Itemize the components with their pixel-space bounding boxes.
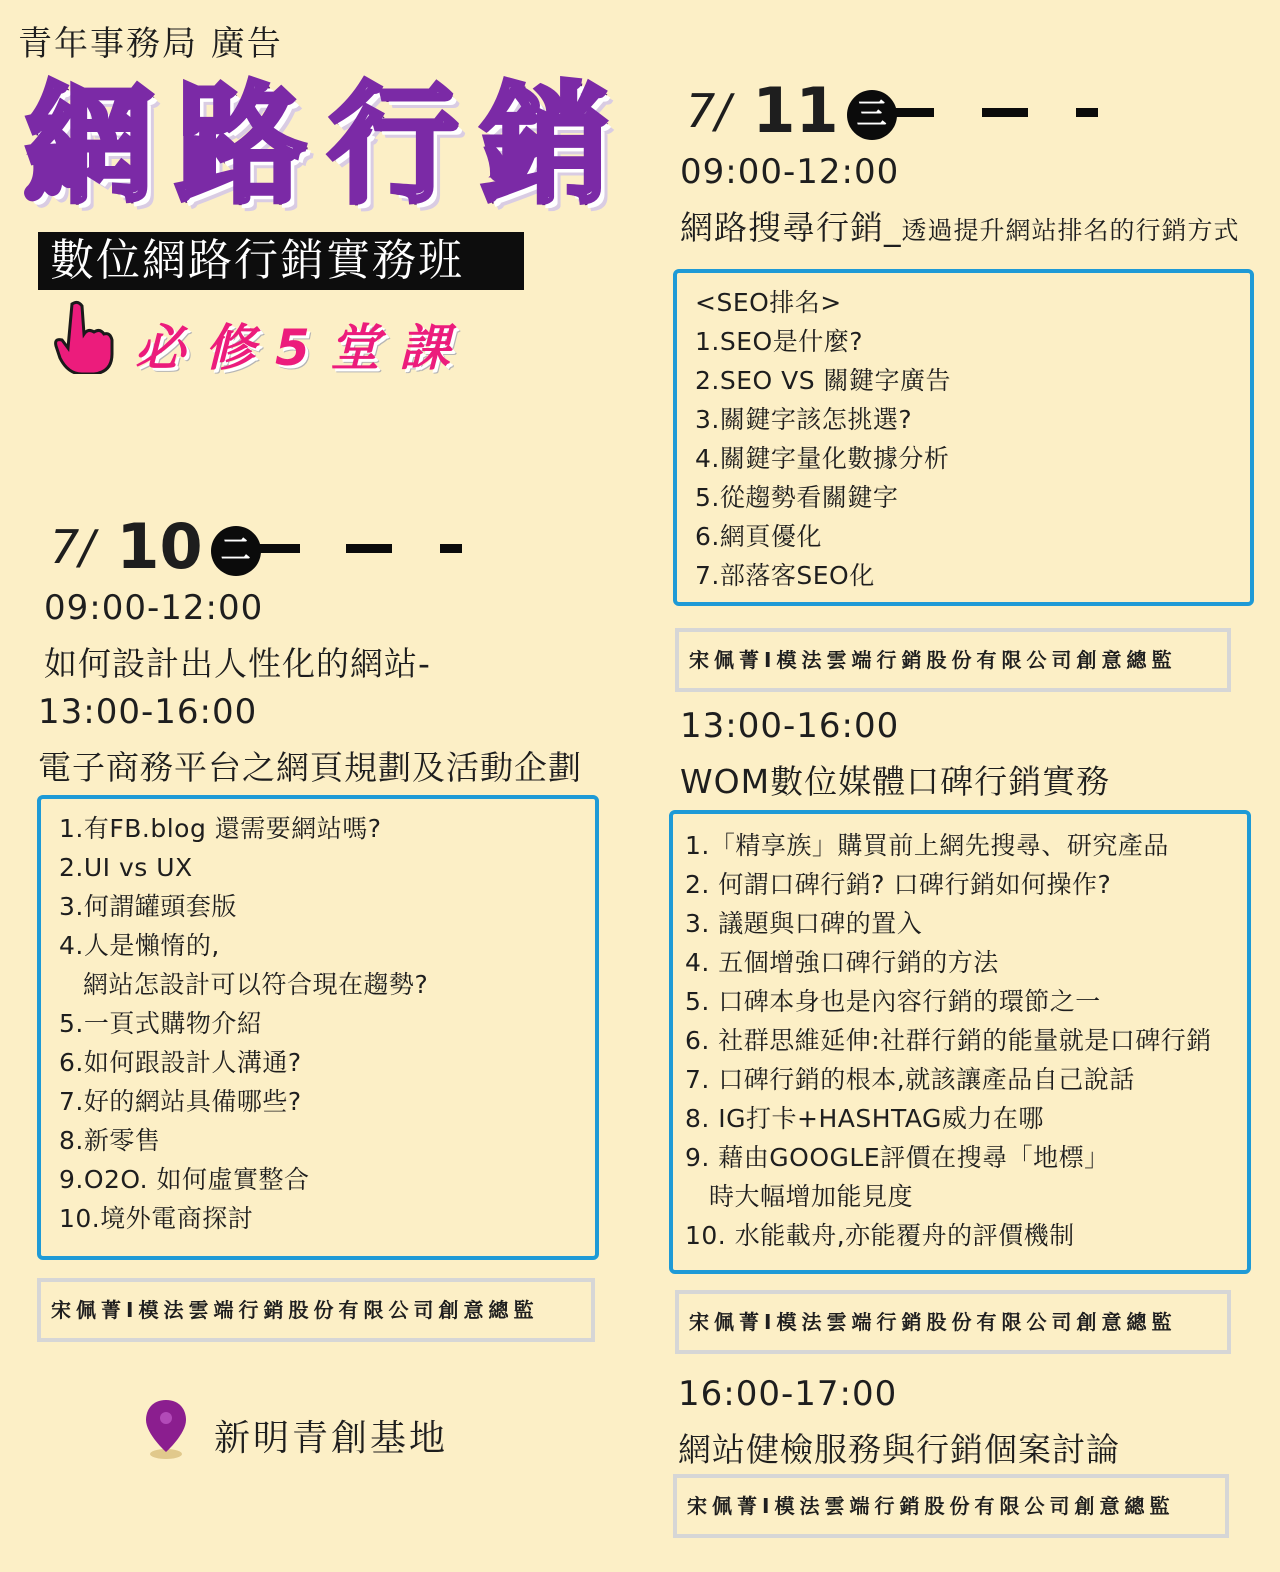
day2-instructor-credit-3: 宋佩菁I模法雲端行銷股份有限公司創意總監	[673, 1474, 1229, 1538]
pointing-hand-icon	[54, 300, 114, 374]
list-item: 時大幅增加能見度	[709, 1182, 914, 1211]
day1-date-slash: /	[79, 520, 95, 574]
list-item: 3. 議題與口碑的置入	[685, 909, 923, 938]
day1-dash	[440, 544, 462, 553]
list-item: 2. 何謂口碑行銷? 口碑行銷如何操作?	[685, 870, 1112, 899]
poster-title: 網路行銷	[24, 69, 633, 221]
list-item: 7.好的網站具備哪些?	[59, 1087, 302, 1116]
venue-name: 新明青創基地	[214, 1418, 449, 1459]
day2-instructor-credit-2: 宋佩菁I模法雲端行銷股份有限公司創意總監	[675, 1290, 1231, 1354]
list-item: 7.部落客SEO化	[695, 561, 875, 590]
day2-date	[686, 76, 897, 146]
list-item: 1.「精享族」購買前上網先搜尋、研究產品	[685, 831, 1169, 860]
list-item: 網站怎設計可以符合現在趨勢?	[83, 970, 429, 999]
list-item: 1.有FB.blog 還需要網站嗎?	[59, 814, 382, 843]
day2-dash	[1076, 108, 1098, 117]
day1-dash	[254, 544, 300, 553]
list-item: 7. 口碑行銷的根本,就該讓產品自己說話	[685, 1065, 1135, 1094]
day1-topics-list	[59, 809, 595, 1238]
day2-day: 11	[752, 74, 839, 147]
day1-dash	[346, 544, 392, 553]
list-item: 8.新零售	[59, 1126, 161, 1155]
list-item: 10. 水能載舟,亦能覆舟的評價機制	[685, 1221, 1075, 1250]
list-item: 6. 社群思維延伸:社群行銷的能量就是口碑行銷	[685, 1026, 1212, 1055]
list-item: 3.何謂罐頭套版	[59, 892, 237, 921]
day1-instructor-credit: 宋佩菁I模法雲端行銷股份有限公司創意總監	[37, 1278, 595, 1342]
day2-session3-topic: 網站健檢服務與行銷個案討論	[678, 1430, 1120, 1469]
day2-session2-topic: WOM數位媒體口碑行銷實務	[680, 762, 1111, 801]
day2-date-slash: /	[715, 84, 731, 138]
list-item: 2.SEO VS 關鍵字廣告	[695, 366, 952, 395]
day2-session1-time: 09:00-12:00	[680, 152, 900, 192]
day1-topics-box	[37, 795, 599, 1260]
day1-session1-time: 09:00-12:00	[44, 588, 264, 628]
day2-wom-topics-list	[685, 826, 1247, 1255]
list-item: 6.網頁優化	[695, 522, 822, 551]
location-pin-icon	[144, 1398, 188, 1460]
day2-dash	[888, 108, 934, 117]
day1-date	[50, 512, 261, 582]
list-item: 4.關鍵字量化數據分析	[695, 444, 950, 473]
day1-month: 7	[50, 520, 80, 574]
day2-instructor-credit-1: 宋佩菁I模法雲端行銷股份有限公司創意總監	[675, 628, 1231, 692]
list-item: <SEO排名>	[695, 288, 842, 317]
list-item: 5.一頁式購物介紹	[59, 1009, 263, 1038]
poster-subtitle: 數位網路行銷實務班	[38, 232, 524, 290]
required-courses-label: 必修5堂課	[135, 319, 470, 377]
day1-session2-topic: 電子商務平台之網頁規劃及活動企劃	[38, 748, 582, 787]
list-item: 5. 口碑本身也是內容行銷的環節之一	[685, 987, 1101, 1016]
list-item: 9. 藉由GOOGLE評價在搜尋「地標」	[685, 1143, 1110, 1172]
day1-session1-topic: 如何設計出人性化的網站-	[44, 644, 431, 683]
list-item: 1.SEO是什麼?	[695, 327, 863, 356]
day2-seo-topics-list	[695, 283, 1250, 595]
list-item: 10.境外電商探討	[59, 1204, 254, 1233]
day2-weekday-badge: 三	[847, 90, 897, 140]
day2-session1-topic-sub: 透過提升網站排名的行銷方式	[901, 216, 1240, 245]
day2-session2-time: 13:00-16:00	[680, 706, 900, 746]
day1-day: 10	[116, 510, 203, 583]
day2-dash	[982, 108, 1028, 117]
list-item: 2.UI vs UX	[59, 853, 193, 882]
day1-session2-time: 13:00-16:00	[38, 692, 258, 732]
list-item: 9.O2O. 如何虛實整合	[59, 1165, 310, 1194]
day2-session3-time: 16:00-17:00	[678, 1374, 898, 1414]
day1-weekday-badge: 二	[211, 526, 261, 576]
list-item: 6.如何跟設計人溝通?	[59, 1048, 302, 1077]
list-item: 8. IG打卡+HASHTAG威力在哪	[685, 1104, 1044, 1133]
day2-session1-topic	[680, 202, 1240, 249]
list-item: 4.人是懶惰的,	[59, 931, 220, 960]
list-item: 3.關鍵字該怎挑選?	[695, 405, 913, 434]
day2-session1-topic-main: 網路搜尋行銷_	[680, 208, 902, 247]
day2-wom-topics-box	[669, 810, 1251, 1274]
list-item: 4. 五個增強口碑行銷的方法	[685, 948, 999, 977]
day2-seo-topics-box	[673, 269, 1254, 606]
agency-label: 青年事務局 廣告	[18, 24, 283, 64]
day2-month: 7	[686, 84, 716, 138]
list-item: 5.從趨勢看關鍵字	[695, 483, 899, 512]
